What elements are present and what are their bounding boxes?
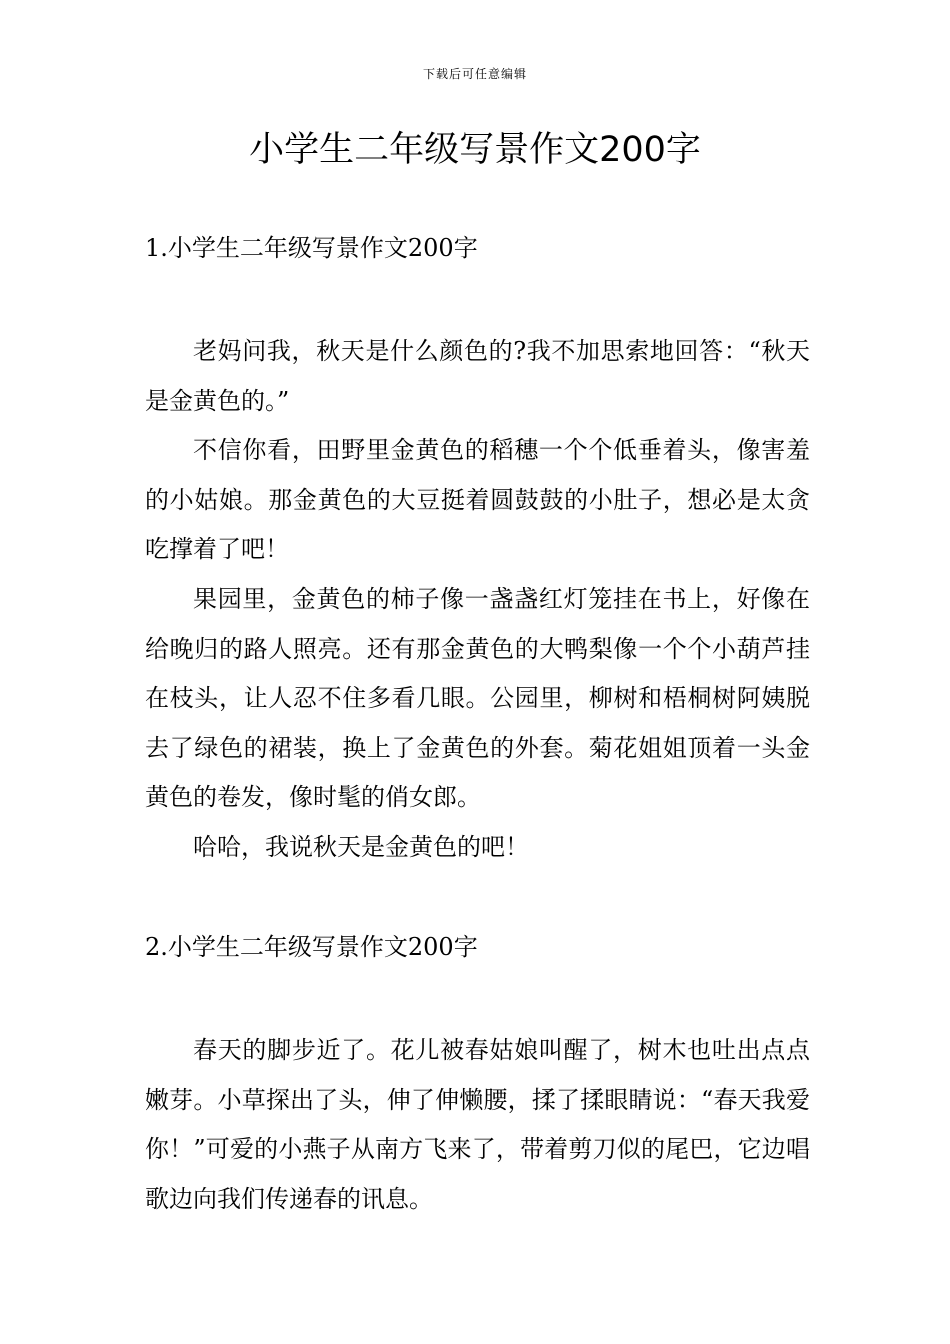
essay-section-1 [145,232,810,861]
section-body [145,327,810,873]
paragraph: 果园里，金黄色的柿子像一盏盏红灯笼挂在书上，好像在给晚归的路人照亮。还有那金黄色的大鸭梨像一个个小葫芦挂在枝头，让人忍不住多看几眼。公园里，柳树和梧桐树阿姨脱去了绿色的裙装，换上了金黄色的外套。菊花姐姐顶着一头金黄色的卷发，像时髦的俏女郎。 [145,584,810,812]
essay-section-2 [145,931,810,1213]
section-heading: 2.小学生二年级写景作文200字 [145,933,478,961]
section-heading: 1.小学生二年级写景作文200字 [145,234,478,262]
paragraph: 老妈问我，秋天是什么颜色的?我不加思索地回答：“秋天是金黄色的。” [145,337,810,415]
paragraph: 哈哈，我说秋天是金黄色的吧！ [193,832,529,861]
header-note: 下载后可任意编辑 [422,67,527,81]
paragraph: 春天的脚步近了。花儿被春姑娘叫醒了，树木也吐出点点嫩芽。小草探出了头，伸了伸懒腰，揉了揉眼睛说：“春天我爱你！”可爱的小燕子从南方飞来了，带着剪刀似的尾巴，它边唱歌边向我们传递春的讯息。 [145,1036,810,1213]
section-body [145,1026,810,1224]
document-title: 小学生二年级写景作文200字 [249,130,701,170]
paragraph: 不信你看，田野里金黄色的稻穗一个个低垂着头，像害羞的小姑娘。那金黄色的大豆挺着圆鼓鼓的小肚子，想必是太贪吃撑着了吧！ [145,436,810,564]
